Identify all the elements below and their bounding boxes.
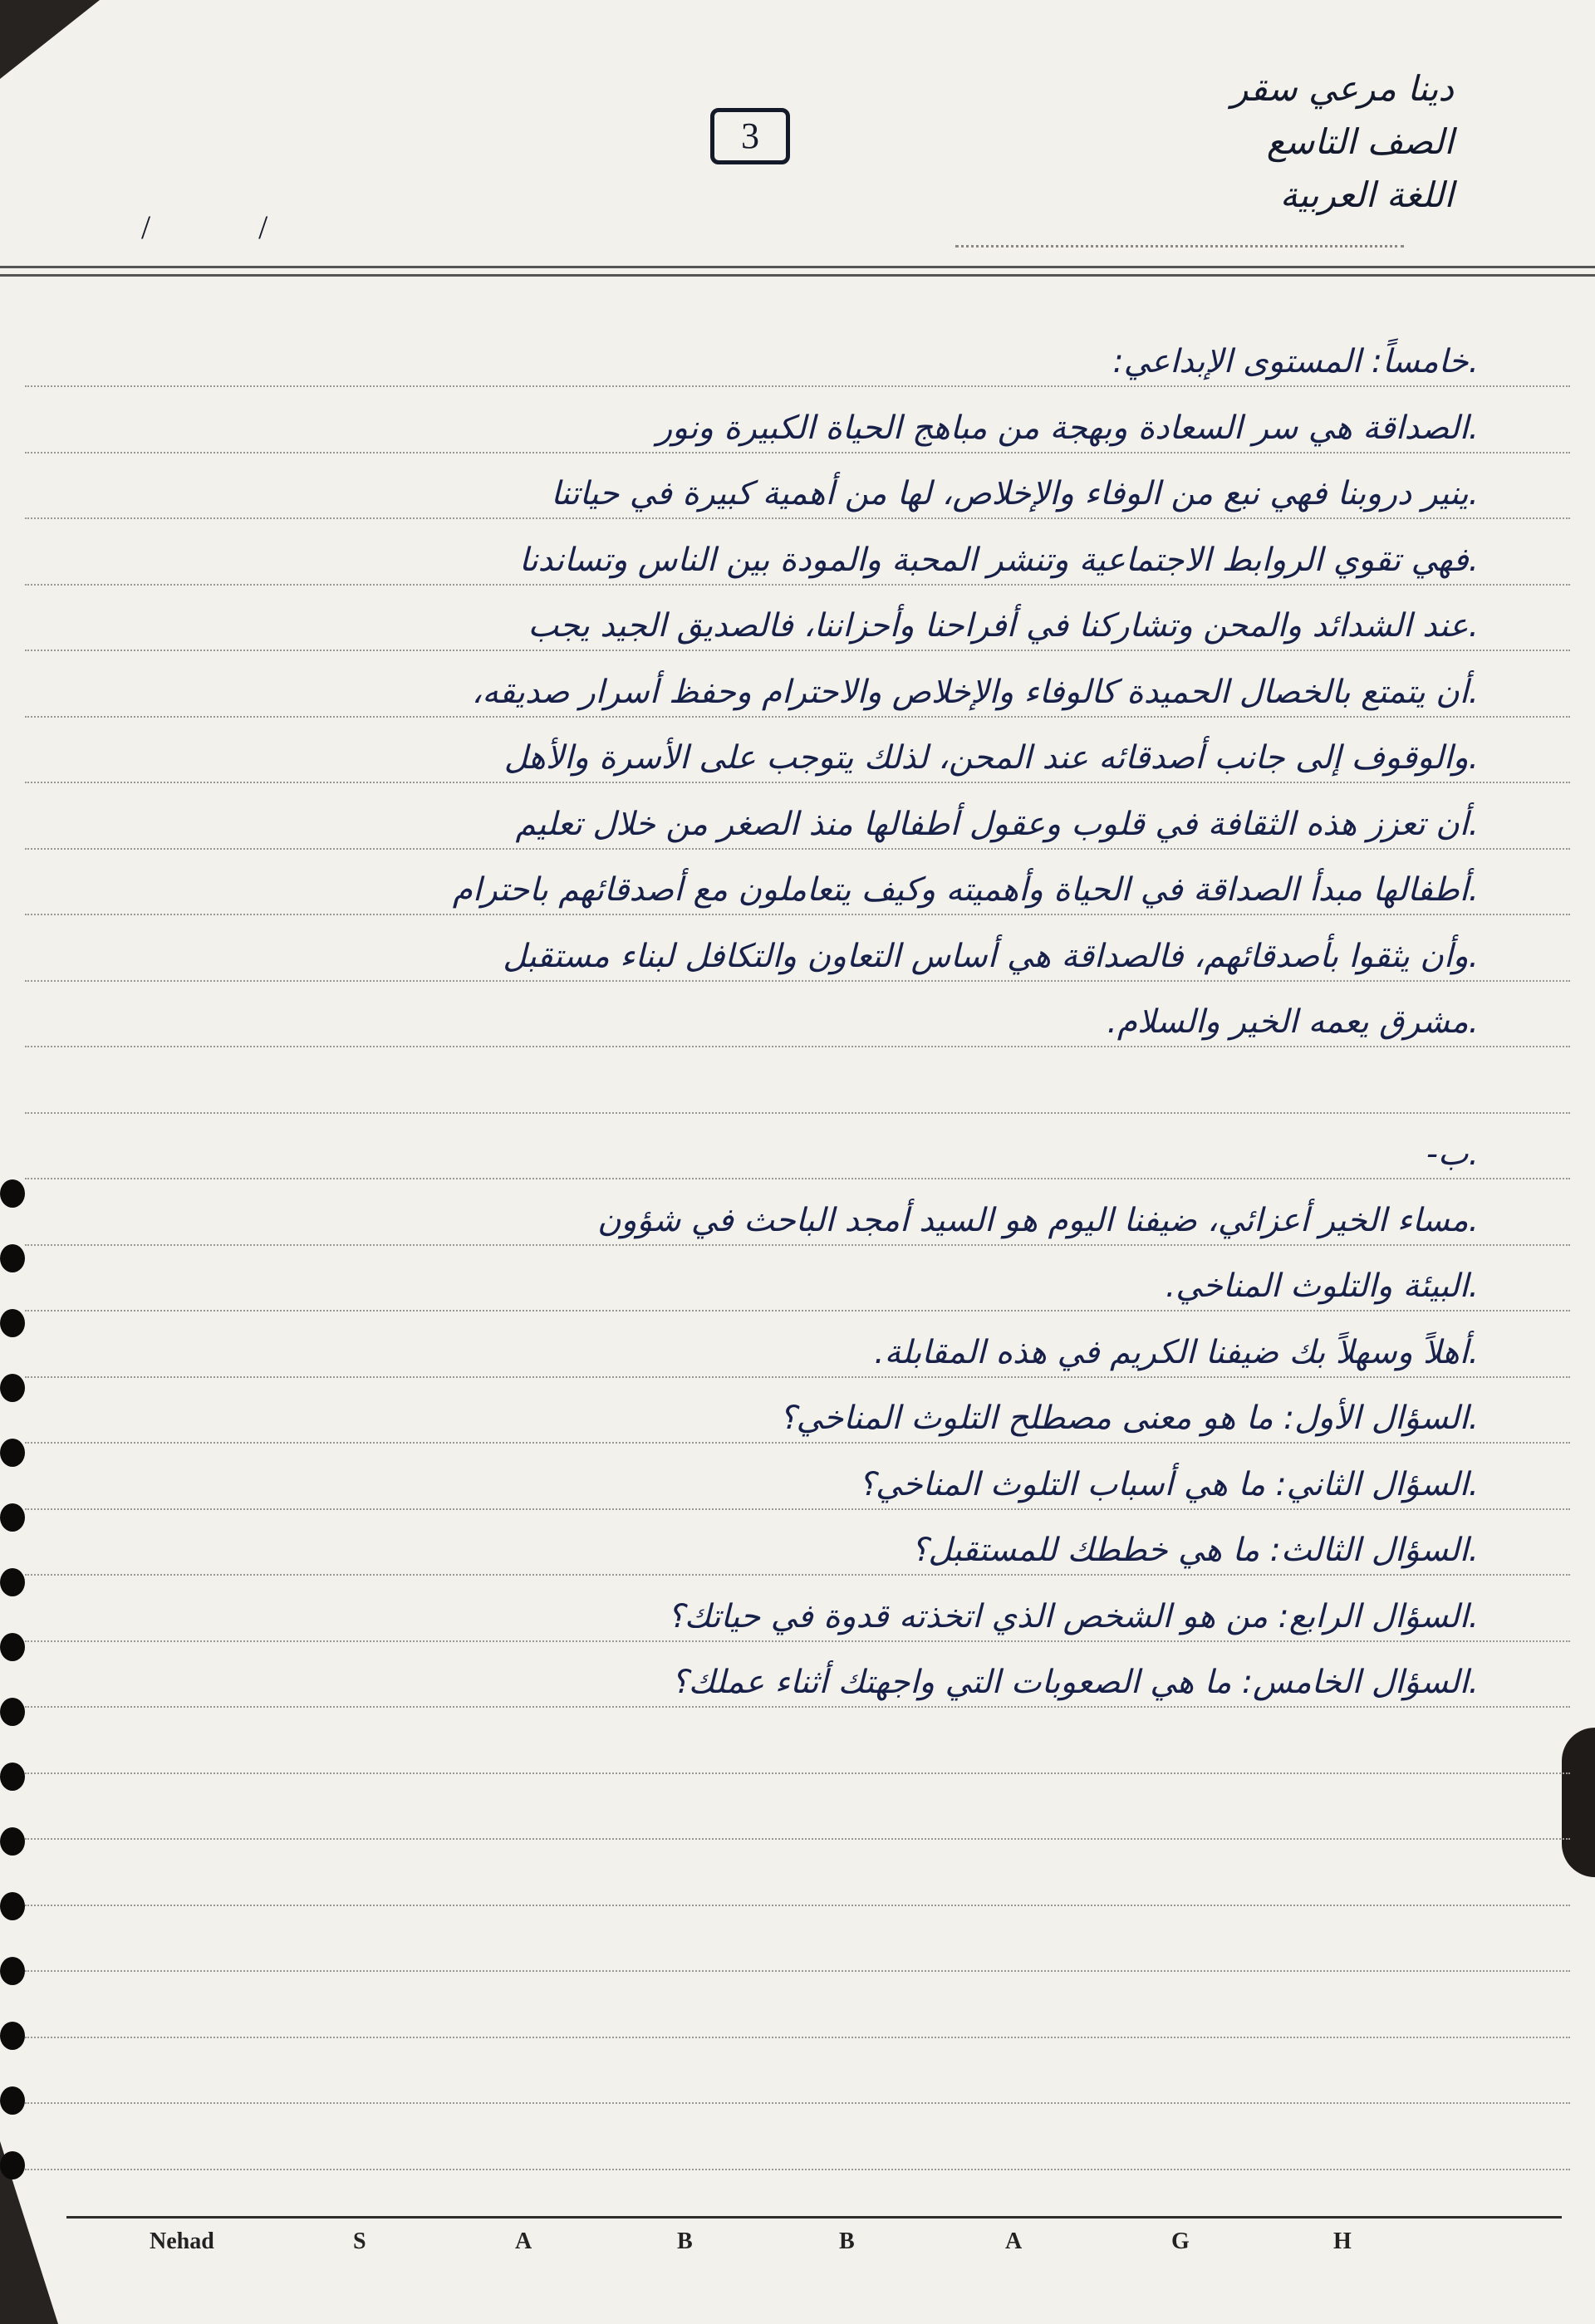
handwritten-text: .أن تعزز هذه الثقافة في قلوب وعقول أطفالها منذ الصغر من خلال تعليم xyxy=(515,805,1479,843)
binder-hole xyxy=(0,2151,25,2179)
notebook-line xyxy=(25,712,1570,783)
notebook-line xyxy=(25,1835,1570,1906)
binder-hole xyxy=(0,1957,25,1985)
binder-hole xyxy=(0,1439,25,1467)
notebook-line xyxy=(25,844,1570,915)
notebook-line xyxy=(25,1372,1570,1444)
handwritten-text: .ب- xyxy=(1426,1135,1479,1173)
grade-label: الصف التاسع xyxy=(1266,121,1454,162)
handwritten-text: .السؤال الخامس: ما هي الصعوبات التي واجهتك أثناء عملك؟ xyxy=(670,1664,1479,1701)
handwritten-text: .السؤال الرابع: من هو الشخص الذي اتخذته قدوة في حياتك؟ xyxy=(667,1597,1479,1635)
binder-hole xyxy=(0,1309,25,1337)
notebook-line xyxy=(25,382,1570,454)
handwritten-text: .ينير دروبنا فهي نبع من الوفاء والإخلاص، لها من أهمية كبيرة في حياتنا xyxy=(551,475,1479,512)
footer-letter: B xyxy=(839,2228,855,2254)
notebook-line xyxy=(25,1768,1570,1840)
binder-hole xyxy=(0,2022,25,2050)
handwritten-text: .السؤال الأول: ما هو معنى مصطلح التلوث المناخي؟ xyxy=(778,1400,1479,1437)
handwritten-text: .الصداقة هي سر السعادة وبهجة من مباهج الحياة الكبيرة ونور xyxy=(656,409,1479,447)
binder-hole xyxy=(0,1568,25,1596)
notebook-line xyxy=(25,976,1570,1047)
notebook-line xyxy=(25,2032,1570,2104)
handwritten-text: .فهي تقوي الروابط الاجتماعية وتنشر المحبة والمودة بين الناس وتساندنا xyxy=(518,541,1479,579)
handwritten-text: .السؤال الثاني: ما هي أسباب التلوث المناخي؟ xyxy=(858,1465,1479,1503)
binder-hole xyxy=(0,2086,25,2115)
student-name: دينا مرعي سقر xyxy=(1231,68,1454,109)
notebook-line xyxy=(25,1571,1570,1642)
notebook-line xyxy=(25,316,1570,387)
binder-hole xyxy=(0,1633,25,1661)
notebook-line xyxy=(25,910,1570,982)
handwritten-text: .أطفالها مبدأ الصداقة في الحياة وأهميته وكيف يتعاملون مع أصدقائهم باحترام xyxy=(452,871,1479,909)
handwritten-text: .مشرق يعمه الخير والسلام. xyxy=(1107,1003,1479,1041)
notebook-line xyxy=(25,1504,1570,1576)
handwritten-text: .البيئة والتلوث المناخي. xyxy=(1165,1267,1479,1305)
notebook-line xyxy=(25,1703,1570,1774)
handwritten-text: .والوقوف إلى جانب أصدقائه عند المحن، لذلك يتوجب على الأسرة والأهل xyxy=(503,739,1479,777)
footer-brand: Nehad xyxy=(150,2228,214,2254)
binder-hole xyxy=(0,1179,25,1208)
handwritten-text: .أهلاً وسهلاً بك ضيفنا الكريم في هذه المقابلة. xyxy=(874,1333,1479,1371)
binder-hole xyxy=(0,1244,25,1272)
notebook-line xyxy=(25,778,1570,850)
handwritten-text: .مساء الخير أعزائي، ضيفنا اليوم هو السيد أمجد الباحث في شؤون xyxy=(597,1201,1479,1239)
binder-hole xyxy=(0,1892,25,1920)
handwritten-text: .عند الشدائد والمحن وتشاركنا في أفراحنا وأحزاننا، فالصديق الجيد يجب xyxy=(528,607,1479,645)
handwritten-text: .أن يتمتع بالخصال الحميدة كالوفاء والإخلاص والاحترام وحفظ أسرار صديقه، xyxy=(471,673,1479,711)
header-dotted-line xyxy=(955,245,1404,248)
notebook-line xyxy=(25,580,1570,651)
binder-hole xyxy=(0,1763,25,1791)
footer-letter: A xyxy=(1005,2228,1023,2254)
binder-hole xyxy=(0,1503,25,1532)
footer-letter: G xyxy=(1171,2228,1190,2254)
notebook-line xyxy=(25,2099,1570,2170)
notebook-line xyxy=(25,1439,1570,1510)
binder-hole xyxy=(0,1827,25,1856)
handwritten-text: .وأن يثقوا بأصدقائهم، فالصداقة هي أساس التعاون والتكافل لبناء مستقبل xyxy=(503,937,1479,975)
notebook-line xyxy=(25,1042,1570,1114)
footer-letter: B xyxy=(677,2228,693,2254)
notebook-line xyxy=(25,514,1570,586)
footer-letter: S xyxy=(353,2228,366,2254)
date-field: / / xyxy=(141,208,318,246)
notebook-line xyxy=(25,1174,1570,1246)
binder-hole xyxy=(0,1374,25,1402)
binder-hole xyxy=(0,1698,25,1726)
notebook-line xyxy=(25,1900,1570,1972)
header-rule xyxy=(0,266,1595,268)
background-corner xyxy=(0,0,100,79)
notebook-line xyxy=(25,1967,1570,2038)
page-footer xyxy=(66,2216,1562,2268)
notebook-line xyxy=(25,646,1570,718)
header-rule xyxy=(0,274,1595,277)
footer-letter: H xyxy=(1333,2228,1352,2254)
handwritten-text: .السؤال الثالث: ما هي خططك للمستقبل؟ xyxy=(910,1532,1479,1569)
subject-label: اللغة العربية xyxy=(1279,174,1454,215)
notebook-line xyxy=(25,1108,1570,1179)
notebook-line xyxy=(25,1307,1570,1378)
handwritten-text: .خامساً: المستوى الإبداعي: xyxy=(1112,343,1479,380)
page-number-box: 3 xyxy=(710,108,790,164)
footer-letter: A xyxy=(515,2228,532,2254)
student-info xyxy=(1105,62,1454,222)
notebook-line xyxy=(25,1240,1570,1312)
notebook-line xyxy=(25,448,1570,519)
notebook-line xyxy=(25,1636,1570,1708)
